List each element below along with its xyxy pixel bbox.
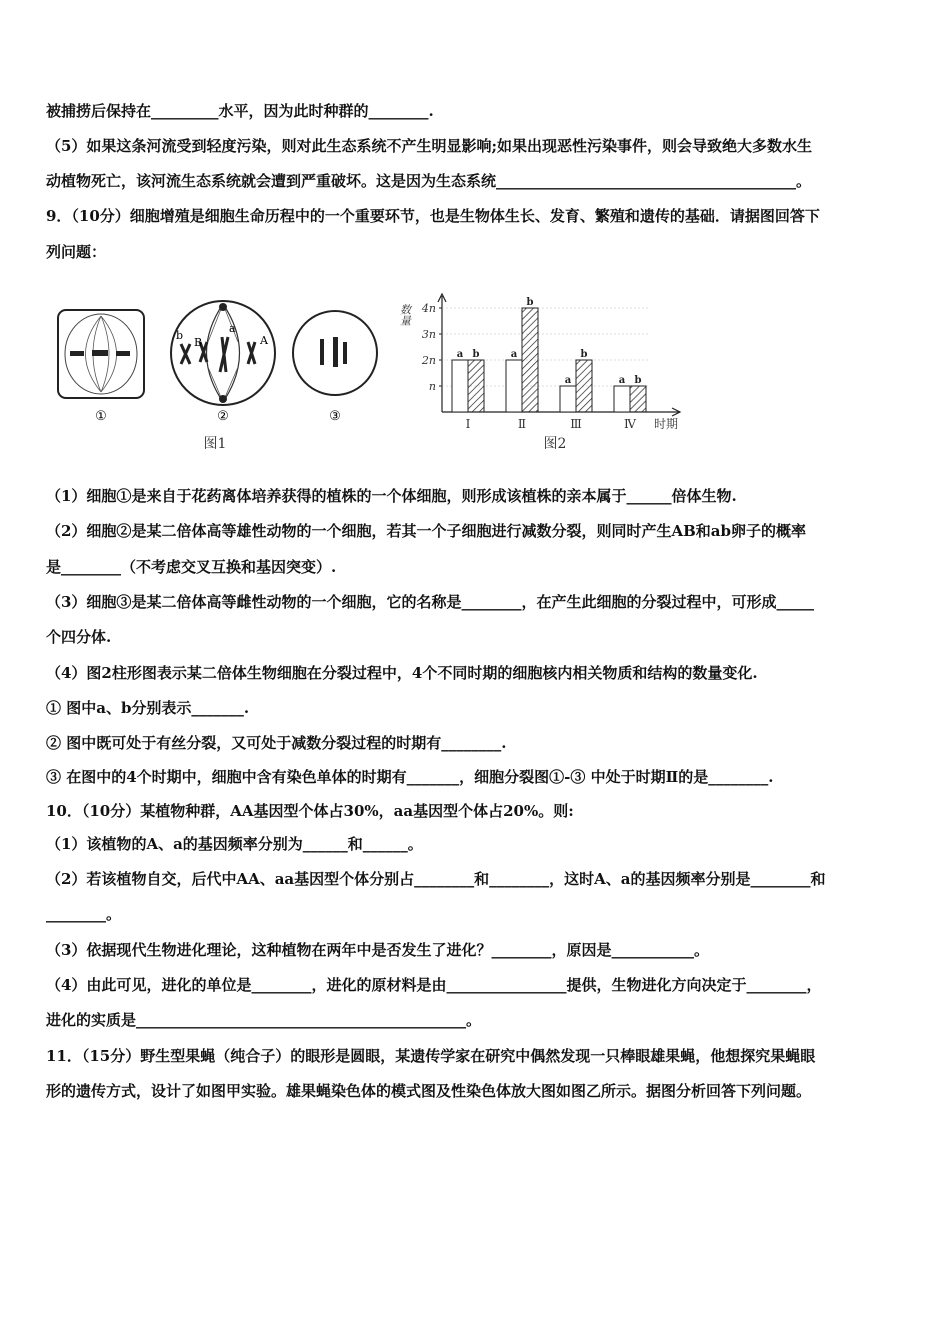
text-line: 进化的实质是____________________________________________。 [46, 1011, 482, 1029]
text-line: （2）若该植物自交，后代中AA、aa基因型个体分别占________和________，这时A、a的基因频率分别是________和 [46, 870, 826, 888]
cell-3-diagram [293, 311, 377, 424]
text-line: （4）由此可见，进化的单位是________，进化的原材料是由________________提供，生物进化方向决定于________， [46, 976, 822, 994]
cell-1-label: ① [95, 409, 107, 424]
cell-2-label: ② [217, 409, 229, 424]
figure-svg [50, 282, 710, 457]
x-tick-label: Ⅱ [517, 417, 527, 431]
gene-label-a: a [229, 322, 236, 335]
y-tick-label: 2n [421, 354, 436, 367]
gene-label-B: B [194, 336, 203, 349]
bar-b [468, 360, 484, 412]
figure-2-chart [398, 294, 680, 431]
y-tick-label: n [428, 380, 436, 393]
text-line: 被捕捞后保持在_________水平，因为此时种群的________. [46, 102, 434, 120]
bar-label: a [456, 349, 464, 360]
bar-label: a [510, 349, 518, 360]
bar-a [452, 360, 468, 412]
figure-1-caption: 图1 [203, 436, 227, 452]
text-line: （3）细胞③是某二倍体高等雌性动物的一个细胞，它的名称是________，在产生此细胞的分裂过程中，可形成_____ [46, 593, 814, 611]
bar-b [522, 308, 538, 412]
bar-label: a [564, 375, 572, 386]
text-line: （1）细胞①是来自于花药离体培养获得的植株的一个体细胞，则形成该植株的亲本属于______倍体生物. [46, 487, 737, 505]
text-line: 列问题： [46, 243, 107, 261]
y-axis-label: 数量 [398, 304, 412, 326]
bar-label: b [580, 349, 588, 360]
cell-3-label: ③ [329, 409, 341, 424]
y-tick-label: 3n [421, 328, 436, 341]
text-line: （1）该植物的A、a的基因频率分别为______和______。 [46, 835, 423, 853]
bar-label: b [472, 349, 480, 360]
text-line: 动植物死亡，该河流生态系统就会遭到严重破坏。这是因为生态系统________________________________________。 [46, 172, 812, 190]
text-line: 形的遗传方式，设计了如图甲实验。雄果蝇染色体的模式图及性染色体放大图如图乙所示。据图分析回答下列问题。 [46, 1082, 812, 1100]
text-line: （2）细胞②是某二倍体高等雄性动物的一个细胞，若其一个子细胞进行减数分裂，则同时产生AB和ab卵子的概率 [46, 522, 806, 540]
question-9-line: 9．（10分）细胞增殖是细胞生命历程中的一个重要环节，也是生物体生长、发育、繁殖和遗传的基础．请据图回答下 [46, 207, 820, 225]
bar-a [506, 360, 522, 412]
bar-b [576, 360, 592, 412]
text-line: （5）如果这条河流受到轻度污染，则对此生态系统不产生明显影响;如果出现恶性污染事件，则会导致绝大多数水生 [46, 137, 812, 155]
y-tick-label: 4n [421, 302, 436, 315]
x-axis-label: 时期 [654, 417, 679, 431]
gene-label-b: b [176, 329, 184, 342]
text-line: （4）图2柱形图表示某二倍体生物细胞在分裂过程中，4个不同时期的细胞核内相关物质和结构的数量变化. [46, 664, 758, 682]
bar-label: b [526, 297, 534, 308]
text-line: ③ 在图中的4个时期中，细胞中含有染色单体的时期有_______，细胞分裂图①-③ 中处于时期Ⅱ的是________. [46, 768, 774, 786]
bar-label: a [618, 375, 626, 386]
figure-block [50, 282, 710, 457]
cell-1-diagram [58, 310, 144, 424]
bar-a [614, 386, 630, 412]
text-line: ________。 [46, 905, 122, 923]
bar-a [560, 386, 576, 412]
text-line: 是________（不考虑交叉互换和基因突变）. [46, 558, 337, 576]
gene-label-A: A [260, 334, 268, 347]
figure-2-caption: 图2 [543, 436, 567, 452]
text-line: （3）依据现代生物进化理论，这种植物在两年中是否发生了进化？________，原因是___________。 [46, 941, 709, 959]
text-line: ② 图中既可处于有丝分裂，又可处于减数分裂过程的时期有________. [46, 734, 507, 752]
cell-2-diagram [171, 301, 275, 424]
x-tick-label: Ⅳ [624, 417, 636, 431]
x-tick-label: Ⅰ [465, 417, 471, 431]
bar-label: b [634, 375, 642, 386]
text-line: ① 图中a、b分别表示_______. [46, 699, 250, 717]
question-10-line: 10．（10分）某植物种群，AA基因型个体占30%，aa基因型个体占20%。则: [46, 802, 574, 820]
text-line: 个四分体. [46, 628, 112, 646]
question-11-line: 11．（15分）野生型果蝇（纯合子）的眼形是圆眼，某遗传学家在研究中偶然发现一只棒眼雄果蝇，他想探究果蝇眼 [46, 1047, 816, 1065]
bar-b [630, 386, 646, 412]
x-tick-label: Ⅲ [570, 417, 582, 431]
